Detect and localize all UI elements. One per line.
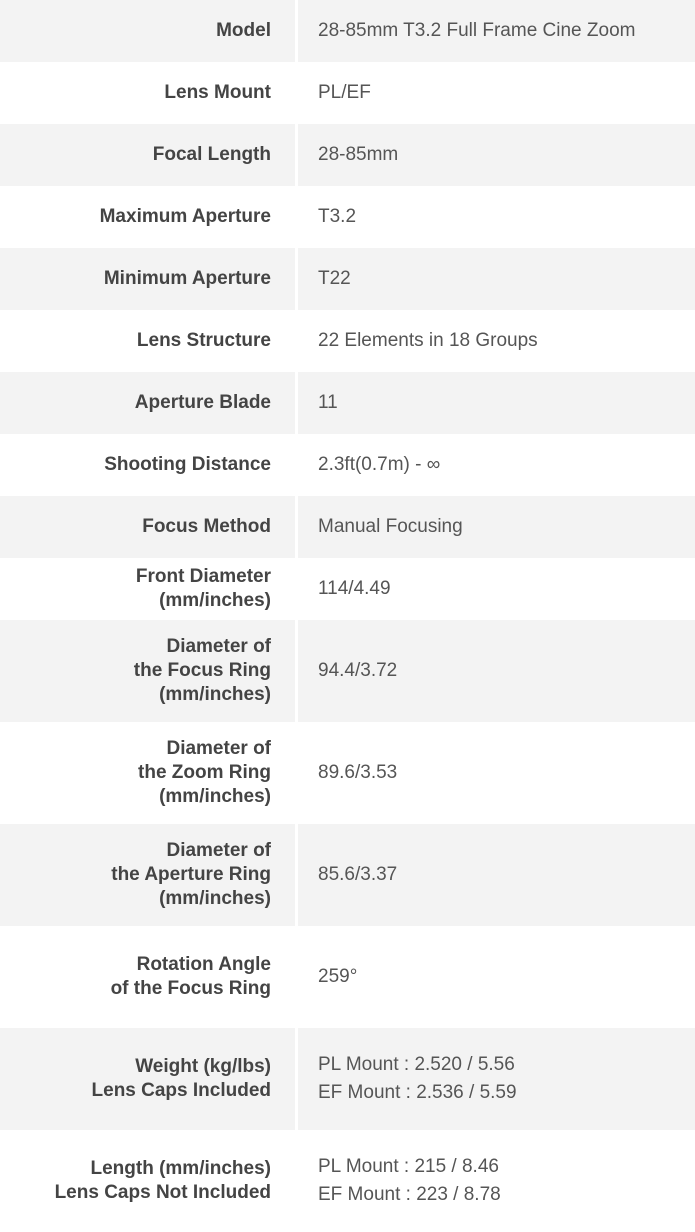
- spec-row-rotation-angle: [0, 926, 695, 1028]
- spec-row-zoom-ring-diameter: [0, 722, 695, 824]
- spec-label: Lens Structure: [0, 310, 295, 372]
- spec-value: [298, 496, 695, 558]
- spec-label: Diameter of the Zoom Ring (mm/inches): [0, 722, 295, 824]
- spec-row-model: [0, 0, 695, 62]
- spec-value: [298, 310, 695, 372]
- spec-row-lens-mount: [0, 62, 695, 124]
- spec-value: [298, 926, 695, 1028]
- spec-label: Model: [0, 0, 295, 62]
- spec-value-line: T22: [318, 268, 351, 289]
- spec-label: Diameter of the Focus Ring (mm/inches): [0, 620, 295, 722]
- spec-value: [298, 824, 695, 926]
- spec-label: Diameter of the Aperture Ring (mm/inches): [0, 824, 295, 926]
- spec-value-line: EF Mount : 2.536 / 5.59: [318, 1082, 517, 1103]
- spec-value: [298, 248, 695, 310]
- spec-label: Front Diameter (mm/inches): [0, 558, 295, 620]
- spec-value: [298, 1130, 695, 1232]
- spec-value-line: 114/4.49: [318, 578, 391, 599]
- spec-label: Weight (kg/lbs) Lens Caps Included: [0, 1028, 295, 1130]
- spec-value-line: 85.6/3.37: [318, 864, 398, 885]
- spec-row-shooting-distance: [0, 434, 695, 496]
- spec-value: [298, 372, 695, 434]
- spec-value-line: PL Mount : 215 / 8.46: [318, 1156, 499, 1177]
- spec-value-line: EF Mount : 223 / 8.78: [318, 1184, 501, 1205]
- spec-value-line: 94.4/3.72: [318, 660, 398, 681]
- spec-value-line: 259°: [318, 966, 358, 987]
- spec-label: Focal Length: [0, 124, 295, 186]
- spec-label: Maximum Aperture: [0, 186, 295, 248]
- spec-label: Rotation Angle of the Focus Ring: [0, 926, 295, 1028]
- spec-row-minimum-aperture: [0, 248, 695, 310]
- spec-value-line: Manual Focusing: [318, 516, 463, 537]
- spec-value: [298, 186, 695, 248]
- spec-value: [298, 722, 695, 824]
- spec-label: Length (mm/inches) Lens Caps Not Included: [0, 1130, 295, 1232]
- spec-value-line: 28-85mm T3.2 Full Frame Cine Zoom: [318, 20, 636, 41]
- spec-value-line: 2.3ft(0.7m) - ∞: [318, 454, 441, 475]
- spec-row-maximum-aperture: [0, 186, 695, 248]
- spec-value-line: PL/EF: [318, 82, 371, 103]
- spec-value-line: 28-85mm: [318, 144, 399, 165]
- spec-row-weight: [0, 1028, 695, 1130]
- spec-row-aperture-blade: [0, 372, 695, 434]
- spec-value: [298, 558, 695, 620]
- spec-row-lens-structure: [0, 310, 695, 372]
- spec-row-focus-method: [0, 496, 695, 558]
- spec-value: [298, 1028, 695, 1130]
- spec-row-aperture-ring-diameter: [0, 824, 695, 926]
- spec-value-line: T3.2: [318, 206, 357, 227]
- spec-value-line: 89.6/3.53: [318, 762, 398, 783]
- spec-label: Shooting Distance: [0, 434, 295, 496]
- spec-label: Aperture Blade: [0, 372, 295, 434]
- spec-value: [298, 620, 695, 722]
- spec-row-front-diameter: [0, 558, 695, 620]
- spec-row-focal-length: [0, 124, 695, 186]
- spec-row-length: [0, 1130, 695, 1232]
- spec-value: [298, 62, 695, 124]
- spec-row-focus-ring-diameter: [0, 620, 695, 722]
- spec-value: [298, 124, 695, 186]
- spec-value-line: 22 Elements in 18 Groups: [318, 330, 538, 351]
- spec-value-line: 11: [318, 392, 338, 413]
- spec-label: Lens Mount: [0, 62, 295, 124]
- spec-value-line: PL Mount : 2.520 / 5.56: [318, 1054, 515, 1075]
- spec-value: [298, 0, 695, 62]
- spec-value: [298, 434, 695, 496]
- spec-label: Minimum Aperture: [0, 248, 295, 310]
- spec-label: Focus Method: [0, 496, 295, 558]
